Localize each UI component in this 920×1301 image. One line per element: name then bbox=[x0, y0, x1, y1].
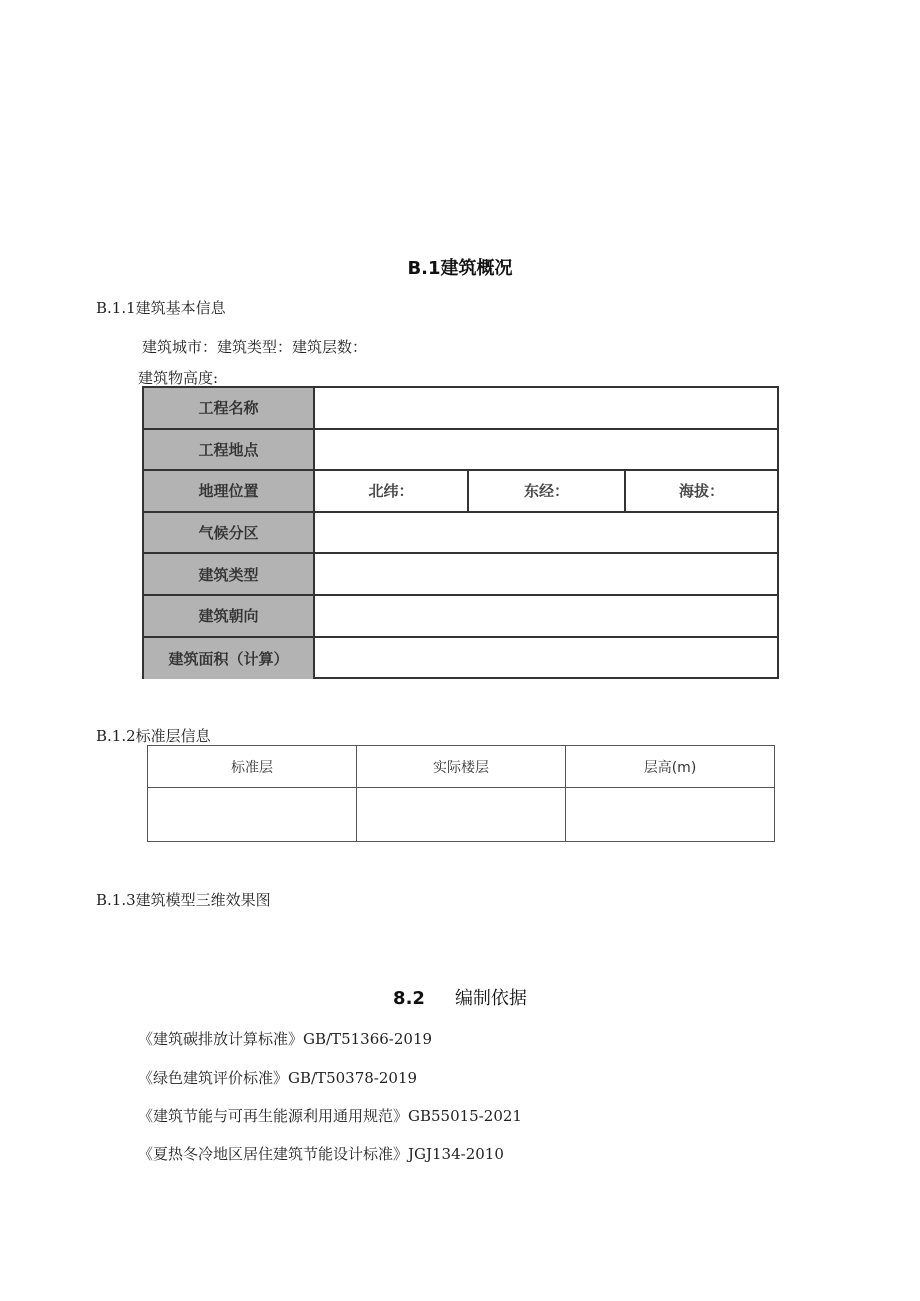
reference-item: 《绿色建筑评价标准》GB/T50378-2019 bbox=[138, 1069, 418, 1087]
row-value-cell[interactable] bbox=[315, 554, 777, 594]
standard-floor-table bbox=[147, 745, 775, 842]
geo-value-group bbox=[315, 471, 777, 511]
table-row-building-type bbox=[144, 554, 777, 596]
table-header-row bbox=[148, 746, 774, 788]
section-number: 8.2 bbox=[393, 988, 425, 1009]
reference-item: 《夏热冬冷地区居住建筑节能设计标准》JGJ134-2010 bbox=[138, 1145, 504, 1163]
row-value-cell[interactable] bbox=[315, 596, 777, 636]
row-label: 气候分区 bbox=[144, 513, 315, 553]
subsection-heading-standard-floor: B.1.2标准层信息 bbox=[96, 727, 211, 745]
row-value-cell[interactable] bbox=[315, 638, 777, 680]
row-label: 地理位置 bbox=[144, 471, 315, 511]
altitude-cell[interactable]: 海拔： bbox=[678, 482, 724, 501]
subsection-heading-3d-model: B.1.3建筑模型三维效果图 bbox=[96, 891, 271, 909]
table-row-building-area bbox=[144, 638, 777, 680]
cell-standard-floor[interactable] bbox=[148, 788, 357, 841]
building-info-line: 建筑城市：建筑类型：建筑层数： bbox=[142, 338, 368, 356]
longitude-cell[interactable]: 东经： bbox=[469, 471, 626, 511]
header-floor-height: 层高(m) bbox=[643, 759, 697, 776]
project-info-table bbox=[142, 386, 779, 679]
header-standard-floor: 标准层 bbox=[148, 746, 357, 787]
cell-actual-floor[interactable] bbox=[357, 788, 566, 841]
section-title-82 bbox=[0, 984, 920, 1010]
table-row-climate-zone bbox=[144, 513, 777, 555]
table-row-project-name bbox=[144, 388, 777, 430]
table-row bbox=[148, 788, 774, 841]
building-height-line: 建筑物高度: bbox=[138, 369, 219, 387]
table-row-geo-position bbox=[144, 471, 777, 513]
row-value-cell[interactable] bbox=[315, 388, 777, 428]
table-row-building-orientation bbox=[144, 596, 777, 638]
row-label: 建筑朝向 bbox=[144, 596, 315, 636]
latitude-cell[interactable]: 北纬： bbox=[315, 471, 469, 511]
section-title-b1: B.1建筑概况 bbox=[407, 258, 513, 279]
row-label: 工程地点 bbox=[144, 430, 315, 470]
row-label: 建筑类型 bbox=[144, 554, 315, 594]
header-actual-floor: 实际楼层 bbox=[357, 746, 566, 787]
row-label: 建筑面积（计算） bbox=[144, 638, 315, 680]
row-label: 工程名称 bbox=[144, 388, 315, 428]
section-title-text: 编制依据 bbox=[454, 988, 527, 1009]
reference-item: 《建筑碳排放计算标准》GB/T51366-2019 bbox=[138, 1030, 433, 1048]
reference-item: 《建筑节能与可再生能源利用通用规范》GB55015-2021 bbox=[138, 1107, 522, 1125]
row-value-cell[interactable] bbox=[315, 513, 777, 553]
table-row-project-location bbox=[144, 430, 777, 472]
subsection-heading-basic-info: B.1.1建筑基本信息 bbox=[96, 299, 226, 317]
cell-floor-height[interactable] bbox=[566, 788, 774, 841]
row-value-cell[interactable] bbox=[315, 430, 777, 470]
